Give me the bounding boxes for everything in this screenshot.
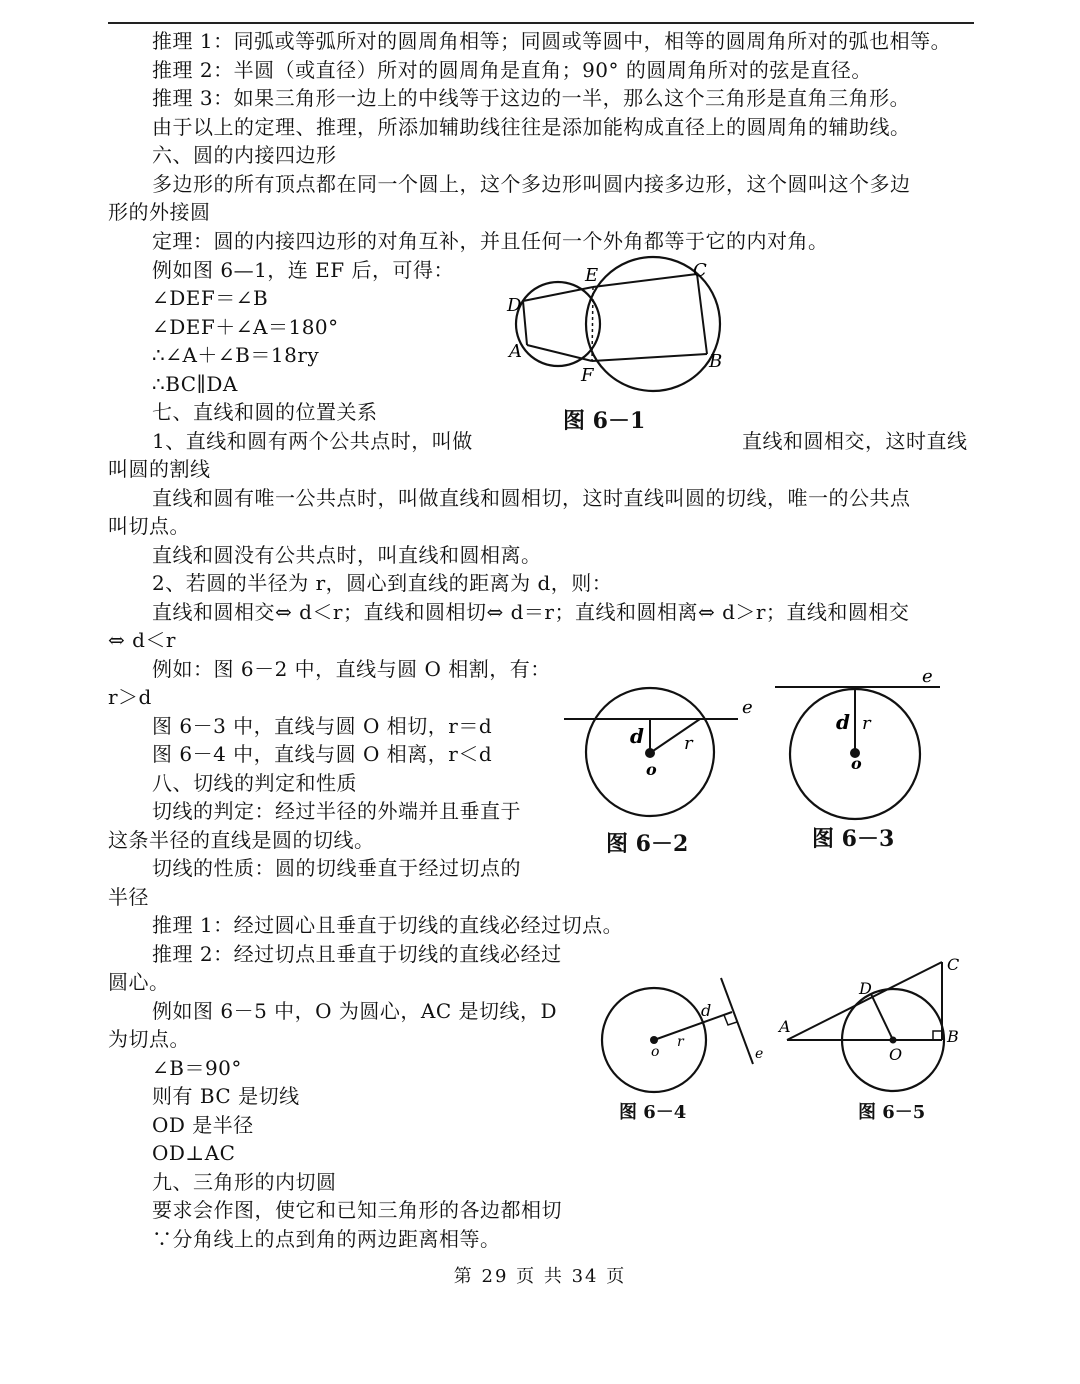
label-C: C [947,955,960,974]
figure-caption: 图 6－2 [606,831,689,857]
text-line: 例如图 6－5 中，O 为圆心，AC 是切线，D [152,999,558,1023]
text-line: 由于以上的定理、推理，所添加辅助线往往是添加能构成直径上的圆周角的辅助线。 [152,115,911,139]
figure-6-4 [595,970,775,1100]
label-o: o [646,760,657,779]
text-line: 2、若圆的半径为 r，圆心到直线的距离为 d，则： [152,571,613,595]
page-footer: 第 29 页 共 34 页 [453,1266,627,1287]
section-heading: 六、圆的内接四边形 [152,143,337,167]
text-line: 推理 2：经过切点且垂直于切线的直线必经过 [152,942,562,966]
figure-caption: 图 6－5 [858,1102,926,1123]
label-B: B [947,1027,959,1046]
text-line: 形的外接圆 [108,200,211,224]
text-line: 推理 1：经过圆心且垂直于切线的直线必经过切点。 [152,913,624,937]
text-line: ∠DEF＋∠A＝180° [152,315,339,339]
top-rule [108,22,974,24]
label-D: D [507,295,522,316]
text-line: 这条半径的直线是圆的切线。 [108,828,375,852]
text-line: ∠DEF＝∠B [152,286,269,310]
section-heading: 七、直线和圆的位置关系 [152,400,378,424]
text-line: ⇔ d＜r [108,628,176,652]
label-r: r [862,713,871,734]
figure-6-1 [495,255,735,415]
figure-6-3 [772,665,947,825]
text-line: 多边形的所有顶点都在同一个圆上，这个多边形叫圆内接多边形，这个圆叫这个多边 [152,172,911,196]
text-line: 半径 [108,885,149,909]
label-o: o [651,1044,660,1060]
text-line: 定理：圆的内接四边形的对角互补，并且任何一个外角都等于它的内对角。 [152,229,829,253]
label-B: B [709,351,723,372]
label-o: o [851,754,862,773]
label-A: A [509,341,522,362]
text-line: OD 是半径 [152,1113,254,1137]
text-line: OD⊥AC [152,1141,236,1165]
label-e: e [742,697,753,718]
text-line: ∵分角线上的点到角的两边距离相等。 [152,1227,501,1251]
label-r: r [677,1034,684,1050]
label-O: O [889,1045,903,1064]
label-d: d [630,724,644,748]
text-line: 切线的判定：经过半径的外端并且垂直于 [152,799,521,823]
figure-6-2 [560,685,770,825]
text-line: 切线的性质：圆的切线垂直于经过切点的 [152,856,521,880]
text-line: 叫圆的割线 [108,457,211,481]
text-line: 例如：图 6－2 中，直线与圆 O 相割，有： [152,657,551,681]
section-heading: 八、切线的判定和性质 [152,771,357,795]
text-line: 推理 3：如果三角形一边上的中线等于这边的一半，那么这个三角形是直角三角形。 [152,86,911,110]
text-line: 圆心。 [108,970,170,994]
figure-6-5 [775,950,975,1100]
text-line: 直线和圆相交，这时直线 [742,429,968,453]
label-E: E [585,265,599,286]
text-line: 1、直线和圆有两个公共点时，叫做 [152,429,473,453]
text-line: 推理 2：半圆（或直径）所对的圆周角是直角；90° 的圆周角所对的弦是直径。 [152,58,872,82]
text-line: 叫切点。 [108,514,190,538]
text-line: 例如图 6—1，连 EF 后，可得： [152,258,454,282]
text-line: r＞d [108,685,152,709]
label-F: F [581,365,594,386]
label-D: D [859,979,872,998]
label-r: r [684,733,693,754]
label-C: C [693,260,707,281]
text-line: 直线和圆有唯一公共点时，叫做直线和圆相切，这时直线叫圆的切线，唯一的公共点 [152,486,911,510]
section-heading: 九、三角形的内切圆 [152,1170,337,1194]
label-A: A [779,1017,791,1036]
text-line: 为切点。 [108,1027,190,1051]
label-d: d [701,1001,712,1020]
text-line: 则有 BC 是切线 [152,1084,300,1108]
text-line: 要求会作图，使它和已知三角形的各边都相切 [152,1198,562,1222]
text-line: ∴BC∥DA [152,372,238,396]
text-line: 图 6－4 中，直线与圆 O 相离，r＜d [152,742,493,766]
figure-caption: 图 6－3 [812,826,895,852]
text-line: 推理 1：同弧或等弧所对的圆周角相等；同圆或等圆中，相等的圆周角所对的弧也相等。 [152,29,952,53]
text-line: ∴∠A＋∠B＝18ry [152,343,320,367]
figure-caption: 图 6－4 [619,1102,687,1123]
figure-caption: 图 6－1 [563,408,646,434]
label-e: e [755,1046,764,1062]
text-line: 直线和圆没有公共点时，叫直线和圆相离。 [152,543,542,567]
text-line: ∠B＝90° [152,1056,242,1080]
label-d: d [836,710,850,734]
text-line: 图 6－3 中，直线与圆 O 相切，r＝d [152,714,493,738]
text-line: 直线和圆相交⇔ d＜r；直线和圆相切⇔ d＝r；直线和圆相离⇔ d＞r；直线和圆相交 [152,600,910,624]
label-e: e [922,666,933,687]
